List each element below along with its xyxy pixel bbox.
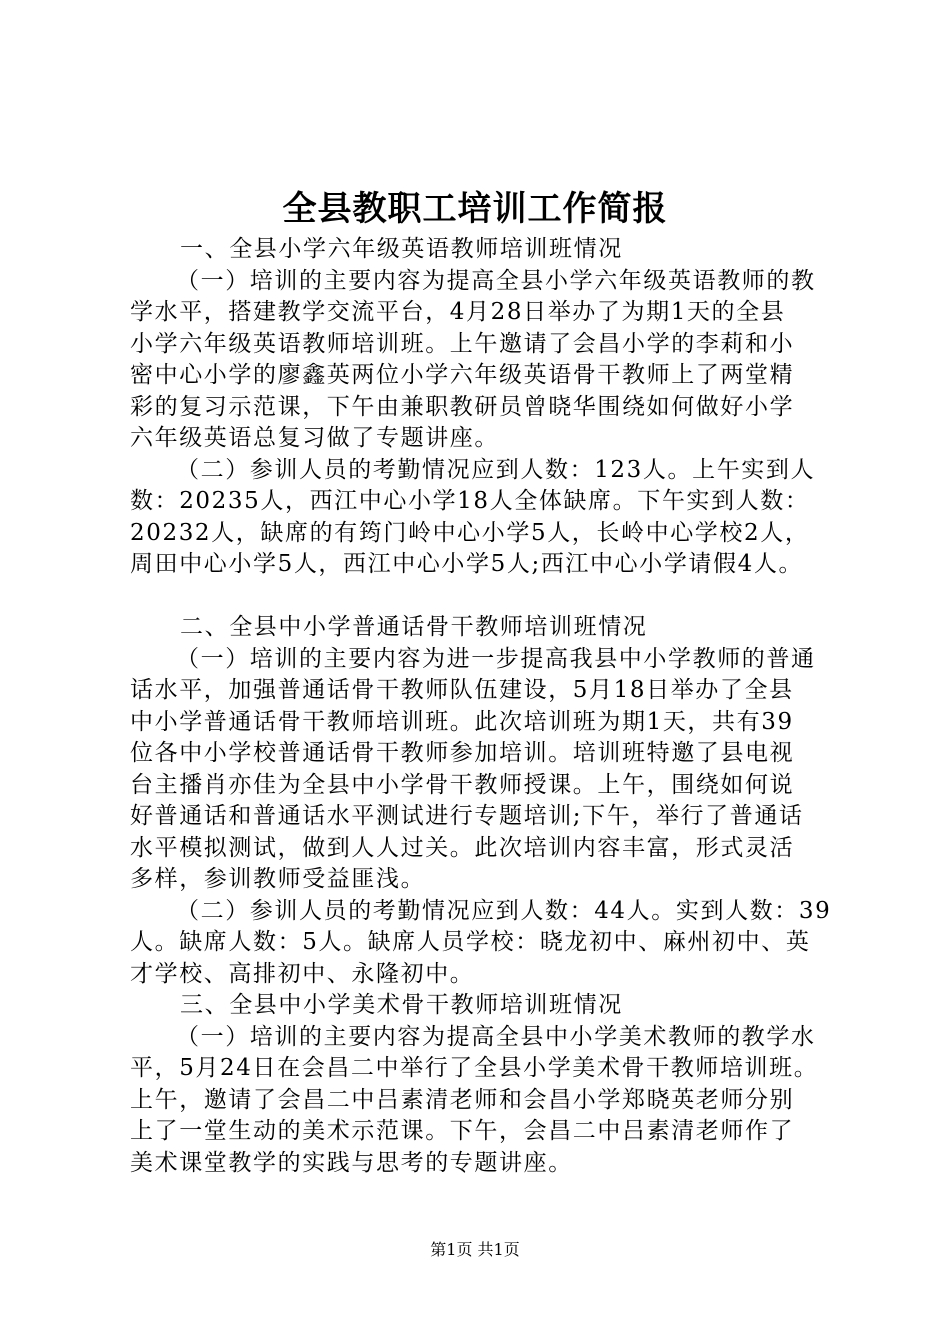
paragraph-line: 密中心小学的廖鑫英两位小学六年级英语骨干教师上了两堂精 (130, 362, 795, 388)
paragraph-line: 六年级英语总复习做了专题讲座。 (130, 425, 499, 451)
paragraph-line: 中小学普通话骨干教师培训班。此次培训班为期1天，共有39 (130, 708, 794, 735)
paragraph-line: 好普通话和普通话水平测试进行专题培训;下午，举行了普通话 (130, 803, 804, 829)
paragraph-line: 上午，邀请了会昌二中吕素清老师和会昌小学郑晓英老师分别 (130, 1086, 795, 1113)
document-body (130, 234, 846, 1179)
paragraph-line: 小学六年级英语教师培训班。上午邀请了会昌小学的李莉和小 (130, 330, 795, 357)
paragraph-line: 数：20235人，西江中心小学18人全体缺席。下午实到人数： (130, 488, 810, 514)
paragraph-line: （一）培训的主要内容为提高全县小学六年级英语教师的教 (176, 267, 816, 294)
document-title: 全县教职工培训工作简报 (282, 189, 668, 229)
paragraph-line: 学水平，搭建教学交流平台，4月28日举办了为期1天的全县 (130, 299, 786, 325)
page-footer: 第1页 共1页 (430, 1240, 520, 1259)
section-heading-1: 一、全县小学六年级英语教师培训班情况 (180, 236, 623, 262)
paragraph-line: 上了一堂生动的美术示范课。下午，会昌二中吕素清老师作了 (130, 1118, 795, 1144)
section-heading-3: 三、全县中小学美术骨干教师培训班情况 (180, 992, 623, 1018)
paragraph-line: 水平模拟测试，做到人人过关。此次培训内容丰富，形式灵活 (130, 834, 795, 861)
paragraph-line: 美术课堂教学的实践与思考的专题讲座。 (130, 1149, 573, 1176)
paragraph-line: 20232人，缺席的有筠门岭中心小学5人，长岭中心学校2人， (130, 519, 810, 546)
paragraph-line: （一）培训的主要内容为提高全县中小学美术教师的教学水 (176, 1023, 816, 1050)
paragraph-line: （二）参训人员的考勤情况应到人数：44人。实到人数：39 (176, 897, 832, 924)
paragraph-line: 多样，参训教师受益匪浅。 (130, 866, 426, 892)
paragraph-line: 平，5月24日在会昌二中举行了全县小学美术骨干教师培训班。 (130, 1055, 819, 1081)
paragraph-line: 人。缺席人数：5人。缺席人员学校：晓龙初中、麻州初中、英 (130, 929, 811, 955)
paragraph-line: 才学校、高排初中、永隆初中。 (130, 960, 475, 987)
paragraph-line: （一）培训的主要内容为进一步提高我县中小学教师的普通 (176, 645, 816, 672)
paragraph-line: 台主播肖亦佳为全县中小学骨干教师授课。上午，围绕如何说 (130, 771, 795, 798)
paragraph-line: 周田中心小学5人，西江中心小学5人;西江中心小学请假4人。 (130, 551, 804, 577)
section-heading-2: 二、全县中小学普通话骨干教师培训班情况 (180, 614, 648, 640)
blank-line (130, 581, 846, 613)
paragraph-line: 彩的复习示范课，下午由兼职教研员曾晓华围绕如何做好小学 (130, 393, 795, 420)
paragraph-line: （二）参训人员的考勤情况应到人数：123人。上午实到人 (176, 456, 816, 483)
paragraph-line: 位各中小学校普通话骨干教师参加培训。培训班特邀了县电视 (130, 740, 795, 766)
paragraph-line: 话水平，加强普通话骨干教师队伍建设，5月18日举办了全县 (130, 677, 794, 703)
